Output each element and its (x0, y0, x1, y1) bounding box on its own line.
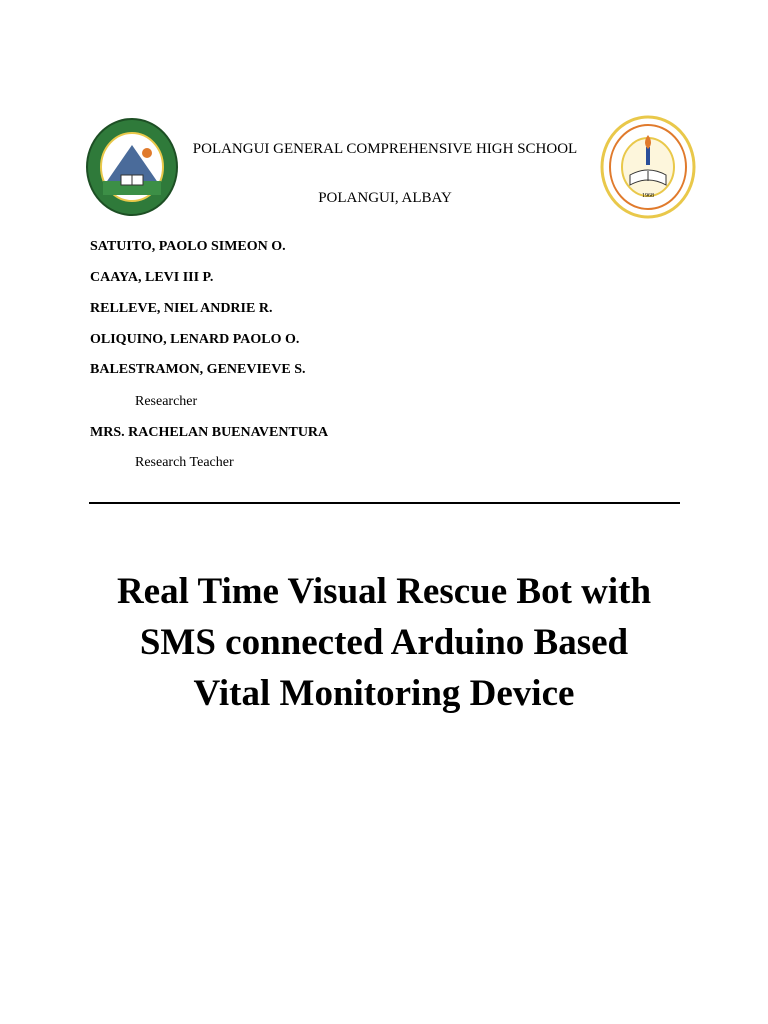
school-location: POLANGUI, ALBAY (318, 190, 452, 206)
teacher-name: MRS. RACHELAN BUENAVENTURA (90, 425, 329, 440)
researcher-name: SATUITO, PAOLO SIMEON O. (90, 239, 286, 254)
seal-year: 1968 (642, 193, 654, 199)
title-line: SMS connected Arduino Based (139, 622, 629, 663)
researcher-name: BALESTRAMON, GENEVIEVE S. (90, 362, 306, 377)
researcher-name: CAAYA, LEVI III P. (90, 270, 214, 285)
horizontal-divider (89, 502, 680, 504)
researcher-name: RELLEVE, NIEL ANDRIE R. (90, 301, 273, 316)
school-seal-logo (600, 115, 696, 219)
research-title (60, 566, 708, 719)
researcher-name: OLIQUINO, LENARD PAOLO O. (90, 332, 300, 347)
researcher-role-label: Researcher (135, 394, 198, 409)
title-line: Real Time Visual Rescue Bot with (116, 571, 652, 612)
title-line: Vital Monitoring Device (193, 673, 575, 714)
deped-seal-logo (85, 117, 179, 217)
teacher-role-label: Research Teacher (135, 455, 234, 470)
school-name: POLANGUI GENERAL COMPREHENSIVE HIGH SCHOOL (192, 141, 578, 157)
